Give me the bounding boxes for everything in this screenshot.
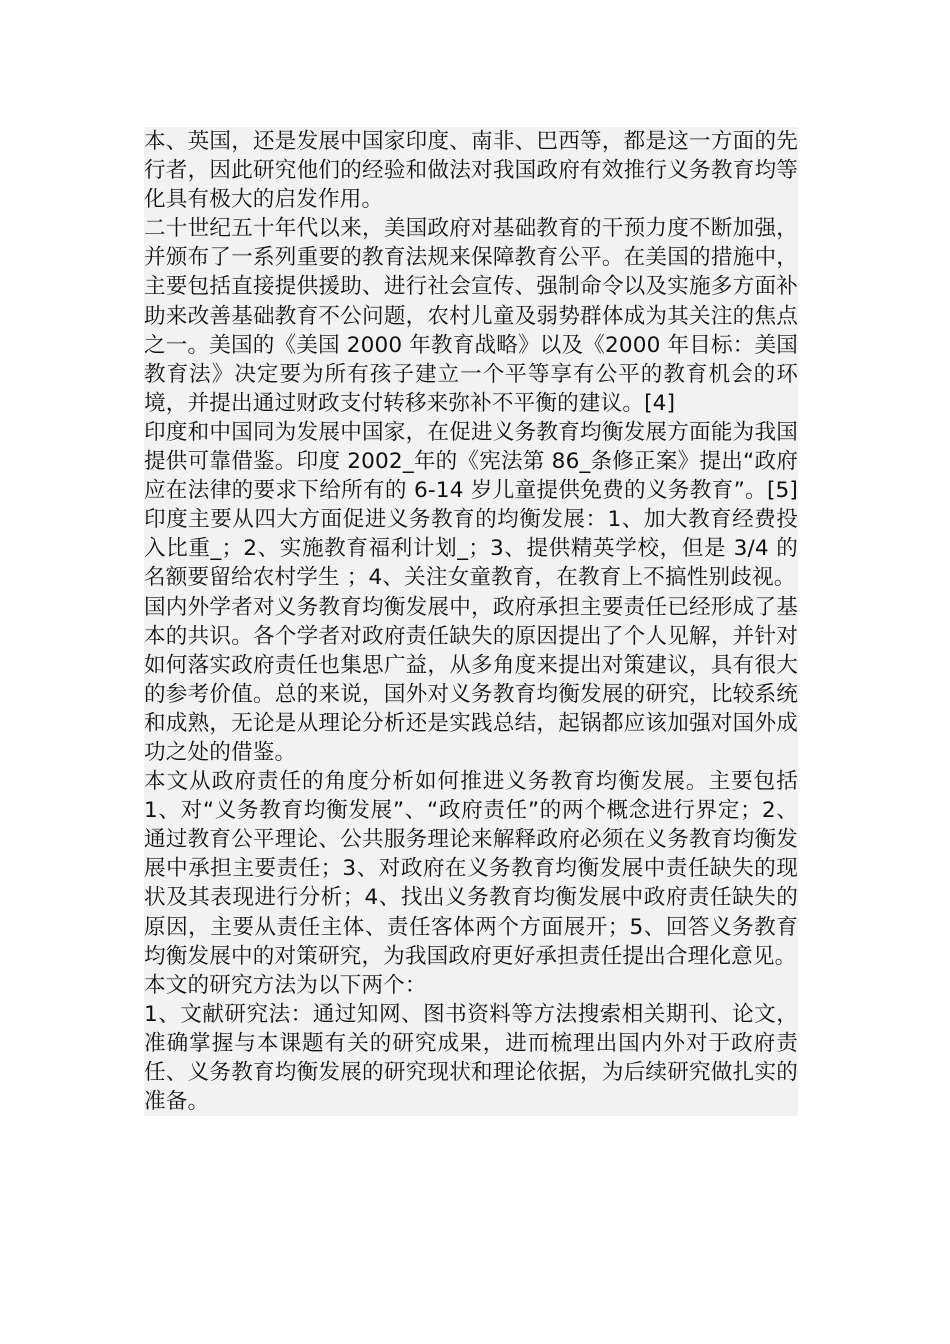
document-body [144,127,798,1116]
paragraph-methods-intro: 本文的研究方法为以下两个： [144,971,798,1000]
paragraph-intro-continuation: 本、英国，还是发展中国家印度、南非、巴西等，都是这一方面的先行者，因此研究他们的经验和做法对我国政府有效推行义务教育均等化具有极大的启发作用。 [144,127,798,214]
paragraph-literature-method: 1、文献研究法：通过知网、图书资料等方法搜索相关期刊、论文，准确掌握与本课题有关的研究成果，进而梳理出国内外对于政府责任、义务教育均衡发展的研究现状和理论依据，为后续研究做扎实的准备。 [144,1000,798,1116]
paragraph-usa-policy: 二十世纪五十年代以来，美国政府对基础教育的干预力度不断加强，并颁布了一系列重要的教育法规来保障教育公平。在美国的措施中，主要包括直接提供援助、进行社会宣传、强制命令以及实施多方面补助来改善基础教育不公问题，农村儿童及弱势群体成为其关注的焦点之一。美国的《美国 2000 年教育战略》以及《2000 年目标：美国教育法》决定要为所有孩子建立一个平等享有公平的教育机会的环境，并提出通过财政支付转移来弥补不平衡的建议。[4] [144,214,798,418]
paragraph-paper-structure: 本文从政府责任的角度分析如何推进义务教育均衡发展。主要包括1、对“义务教育均衡发展”、“政府责任”的两个概念进行界定；2、通过教育公平理论、公共服务理论来解释政府必须在义务教育均衡发展中承担主要责任；3、对政府在义务教育均衡发展中责任缺失的现状及其表现进行分析；4、找出义务教育均衡发展中政府责任缺失的原因，主要从责任主体、责任客体两个方面展开；5、回答义务教育均衡发展中的对策研究，为我国政府更好承担责任提出合理化意见。 [144,767,798,971]
paragraph-india-policy: 印度和中国同为发展中国家，在促进义务教育均衡发展方面能为我国提供可靠借鉴。印度 2002_年的《宪法第 86_条修正案》提出“政府应在法律的要求下给所有的 6-14 岁儿童提供免费的义务教育”。[5]印度主要从四大方面促进义务教育的均衡发展：1、加大教育经费投入比重_；2、实施教育福利计划_；3、提供精英学校，但是 3/4 的名额要留给农村学生 ；4、关注女童教育，在教育上不搞性别歧视。 [144,418,798,593]
paragraph-scholar-consensus: 国内外学者对义务教育均衡发展中，政府承担主要责任已经形成了基本的共识。各个学者对政府责任缺失的原因提出了个人见解，并针对如何落实政府责任也集思广益，从多角度来提出对策建议，具有很大的参考价值。总的来说，国外对义务教育均衡发展的研究，比较系统和成熟，无论是从理论分析还是实践总结，起锅都应该加强对国外成功之处的借鉴。 [144,593,798,768]
